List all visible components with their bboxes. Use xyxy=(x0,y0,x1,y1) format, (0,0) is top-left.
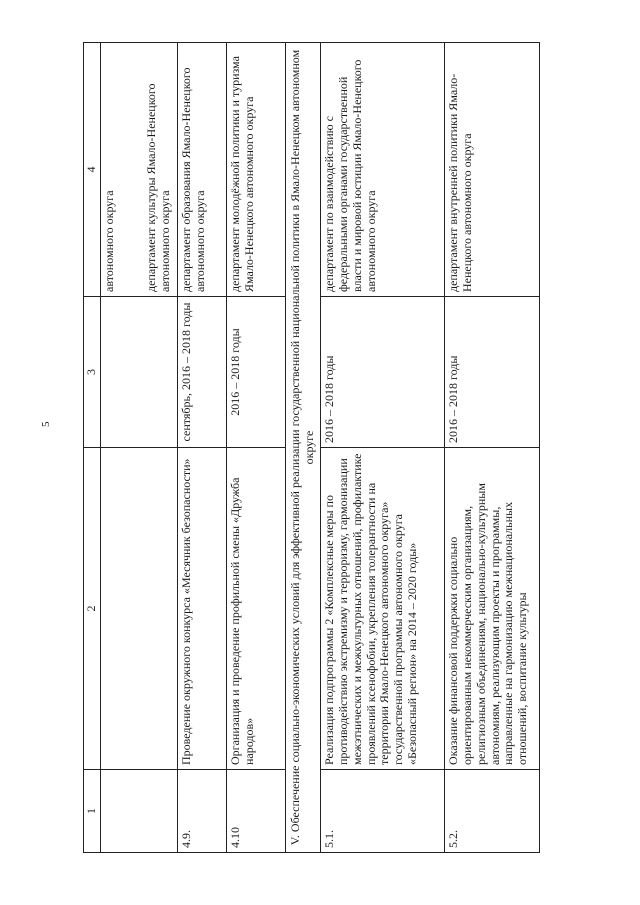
period-cell: 2016 – 2018 годы xyxy=(320,297,444,448)
executor-cell: департамент образования Ямало-Ненецкого автономного округа xyxy=(178,43,227,297)
column-number-2: 2 xyxy=(84,448,101,770)
row-number: 5.1. xyxy=(320,770,444,853)
event-cell: Проведение окружного конкурса «Месячник безопасности» xyxy=(178,448,227,770)
period-cell: сентябрь, 2016 – 2018 годы xyxy=(178,297,227,448)
table-row-carry xyxy=(101,43,178,853)
period-cell: 2016 – 2018 годы xyxy=(444,297,539,448)
event-cell: Реализация подпрограммы 2 «Комплексные меры по противодействию экстремизму и терроризму, гармонизации межэтнических и межкультурных отношений, профилактике проявлений ксенофобии, укрепления толерантности на территории Ямало-Ненецкого автономного округа» государственной программы автономного округа «Безопасный регион» на 2014 – 2020 годы» xyxy=(320,448,444,770)
column-number-4: 4 xyxy=(84,43,101,297)
table-row-4-9 xyxy=(178,43,227,853)
document-page-rotated xyxy=(83,43,600,853)
section-row xyxy=(286,43,321,853)
executor-cell: департамент по взаимодействию с федеральными органами государственной власти и мировой юстиции Ямало-Ненецкого автономного округа xyxy=(320,43,444,297)
table-row-5-1 xyxy=(320,43,444,853)
page-number: 5 xyxy=(40,421,52,427)
row-number: 5.2. xyxy=(444,770,539,853)
table-row-5-2 xyxy=(444,43,539,853)
executor-carry-line: автономного округа xyxy=(102,190,116,292)
plan-table xyxy=(83,42,540,853)
event-cell: Организация и проведение профильной смены «Дружба народов» xyxy=(227,448,286,770)
executor-cell: департамент внутренней политики Ямало-Ненецкого автономного округа xyxy=(444,43,539,297)
executor-carry-text: департамент культуры Ямало-Ненецкого автономного округа xyxy=(143,83,172,292)
table-row-4-10 xyxy=(227,43,286,853)
column-number-3: 3 xyxy=(84,297,101,448)
event-cell: Оказание финансовой поддержки социально ориентированным некоммерческим организациям, религиозным объединениям, национально-культурным автономиям, реализующим проекты и программы, направленные на гармонизацию межнациональных отношений, воспитание культуры xyxy=(444,448,539,770)
column-number-1: 1 xyxy=(84,770,101,853)
executor-cell: департамент молодёжной политики и туризма Ямало-Ненецкого автономного округа xyxy=(227,43,286,297)
row-number: 4.9. xyxy=(178,770,227,853)
section-heading: V. Обеспечение социально-экономических условий для эффективной реализации государственной национальной политики в Ямало-Ненецком автономном округе xyxy=(286,43,321,853)
executor-cell xyxy=(101,43,178,297)
period-cell: 2016 – 2018 годы xyxy=(227,297,286,448)
row-number: 4.10 xyxy=(227,770,286,853)
column-number-row xyxy=(84,43,101,853)
